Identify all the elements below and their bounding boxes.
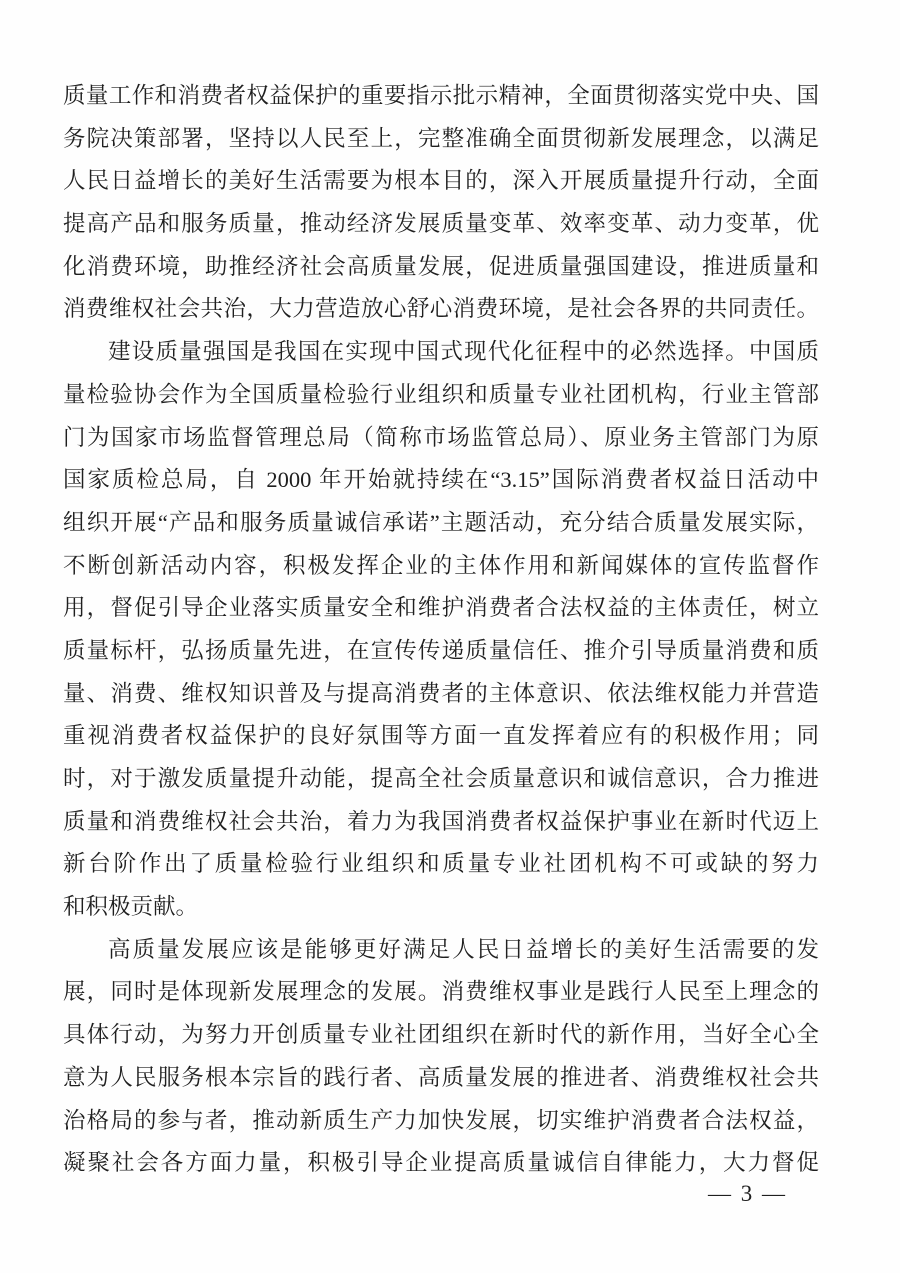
text-line: 质量标杆，弘扬质量先进，在宣传传递质量信任、推介引导质量消费和质: [63, 637, 819, 663]
text-line: 消费维权社会共治，大力营造放心舒心消费环境，是社会各界的共同责任。: [63, 296, 819, 322]
text-line: 意为人民服务根本宗旨的践行者、高质量发展的推进者、消费维权社会共: [63, 1064, 819, 1090]
text-line: 用，督促引导企业落实质量安全和维护消费者合法权益的主体责任，树立: [63, 595, 819, 621]
text-line: 重视消费者权益保护的良好氛围等方面一直发挥着应有的积极作用；同: [63, 723, 819, 749]
text-line: 务院决策部署，坚持以人民至上，完整准确全面贯彻新发展理念，以满足: [63, 125, 819, 151]
text-line: 凝聚社会各方面力量，积极引导企业提高质量诚信自律能力，大力督促: [63, 1150, 819, 1176]
text-line: 和积极贡献。: [63, 894, 199, 920]
text-line: 量检验协会作为全国质量检验行业组织和质量专业社团机构，行业主管部: [63, 381, 819, 407]
text-line: 治格局的参与者，推动新质生产力加快发展，切实维护消费者合法权益，: [63, 1107, 819, 1133]
text-line: 质量工作和消费者权益保护的重要指示批示精神，全面贯彻落实党中央、国: [63, 83, 819, 108]
text-line: 人民日益增长的美好生活需要为根本目的，深入开展质量提升行动，全面: [63, 168, 819, 194]
text-line: 组织开展“产品和服务质量诚信承诺”主题活动，充分结合质量发展实际，: [63, 509, 819, 535]
page-number: — 3 —: [708, 1181, 787, 1206]
text-line: 高质量发展应该是能够更好满足人民日益增长的美好生活需要的发: [108, 936, 819, 962]
text-line: 门为国家市场监督管理总局（简称市场监管总局）、原业务主管部门为原: [63, 424, 819, 450]
text-line: 提高产品和服务质量，推动经济发展质量变革、效率变革、动力变革，优: [63, 211, 819, 237]
text-line: 国家质检总局，自 2000 年开始就持续在“3.15”国际消费者权益日活动中: [63, 467, 819, 493]
document-body: [63, 75, 819, 1185]
text-line: 展，同时是体现新发展理念的发展。消费维权事业是践行人民至上理念的: [63, 979, 819, 1005]
text-line: 不断创新活动内容，积极发挥企业的主体作用和新闻媒体的宣传监督作: [63, 552, 819, 578]
text-line: 建设质量强国是我国在实现中国式现代化征程中的必然选择。中国质: [108, 339, 819, 365]
text-line: 具体行动，为努力开创质量专业社团组织在新时代的新作用，当好全心全: [63, 1022, 819, 1048]
text-line: 质量和消费维权社会共治，着力为我国消费者权益保护事业在新时代迈上: [63, 808, 819, 834]
text-line: 新台阶作出了质量检验行业组织和质量专业社团机构不可或缺的努力: [63, 851, 819, 877]
text-line: 量、消费、维权知识普及与提高消费者的主体意识、依法维权能力并营造: [63, 680, 819, 706]
text-line: 化消费环境，助推经济社会高质量发展，促进质量强国建设，推进质量和: [63, 253, 819, 279]
text-line: 时，对于激发质量提升动能，提高全社会质量意识和诚信意识，合力推进: [63, 766, 819, 791]
